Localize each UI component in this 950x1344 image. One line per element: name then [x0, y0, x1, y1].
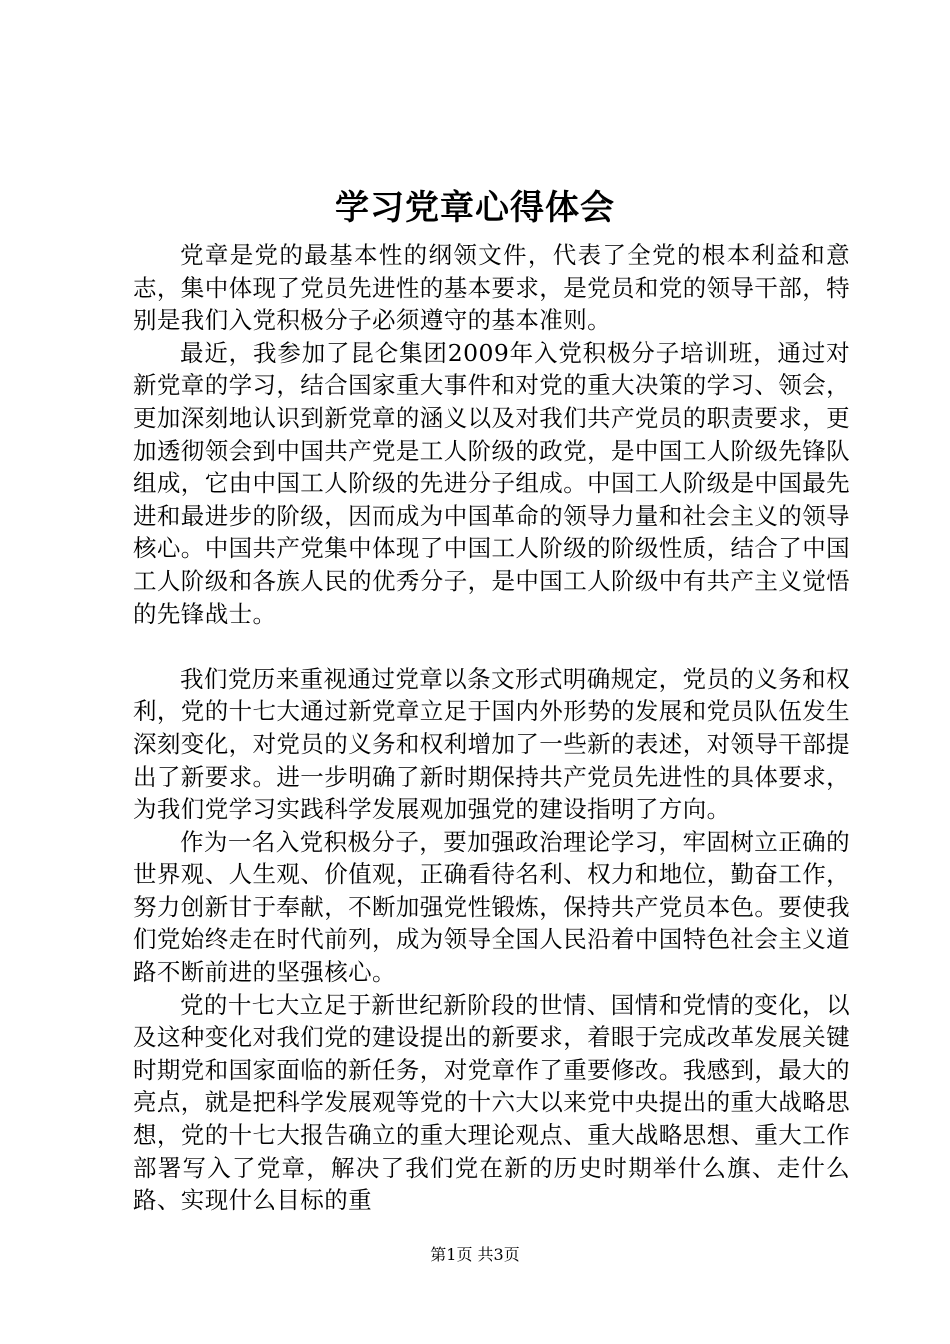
paragraph-4: 作为一名入党积极分子，要加强政治理论学习，牢固树立正确的世界观、人生观、价值观，正确看待名利、权力和地位，勤奋工作，努力创新甘于奉献，不断加强党性锻炼，保持共产党员本色。要使我们党始终走在时代前列，成为领导全国人民沿着中国特色社会主义道路不断前进的坚强核心。: [133, 827, 850, 987]
paragraph-5: 党的十七大立足于新世纪新阶段的世情、国情和党情的变化，以及这种变化对我们党的建设提出的新要求，着眼于完成改革发展关键时期党和国家面临的新任务，对党章作了重要修改。我感到，最大的亮点，就是把科学发展观等党的十六大以来党中央提出的重大战略思想，党的十七大报告确立的重大理论观点、重大战略思想、重大工作部署写入了党章，解决了我们党在新的历史时期举什么旗、走什么路、实现什么目标的重: [133, 990, 850, 1215]
page-footer: 第1页 共3页: [430, 1245, 520, 1264]
paragraph-3: 我们党历来重视通过党章以条文形式明确规定，党员的义务和权利，党的十七大通过新党章立足于国内外形势的发展和党员队伍发生深刻变化，对党员的义务和权利增加了一些新的表述，对领导干部提出了新要求。进一步明确了新时期保持共产党员先进性的具体要求，为我们党学习实践科学发展观加强党的建设指明了方向。: [133, 664, 850, 824]
paragraph-1: 党章是党的最基本性的纲领文件，代表了全党的根本利益和意志，集中体现了党员先进性的基本要求，是党员和党的领导干部，特别是我们入党积极分子必须遵守的基本准则。: [133, 241, 850, 335]
document-title: 学习党章心得体会: [335, 188, 615, 228]
document-body: [133, 239, 850, 1217]
paragraph-2: 最近，我参加了昆仑集团2009年入党积极分子培训班，通过对新党章的学习，结合国家重大事件和对党的重大决策的学习、领会，更加深刻地认识到新党章的涵义以及对我们共产党员的职责要求，更加透彻领会到中国共产党是工人阶级的政党，是中国工人阶级先锋队组成，它由中国工人阶级的先进分子组成。中国工人阶级是中国最先进和最进步的阶级，因而成为中国革命的领导力量和社会主义的领导核心。中国共产党集中体现了中国工人阶级的阶级性质，结合了中国工人阶级和各族人民的优秀分子，是中国工人阶级中有共产主义觉悟的先锋战士。: [133, 338, 850, 628]
